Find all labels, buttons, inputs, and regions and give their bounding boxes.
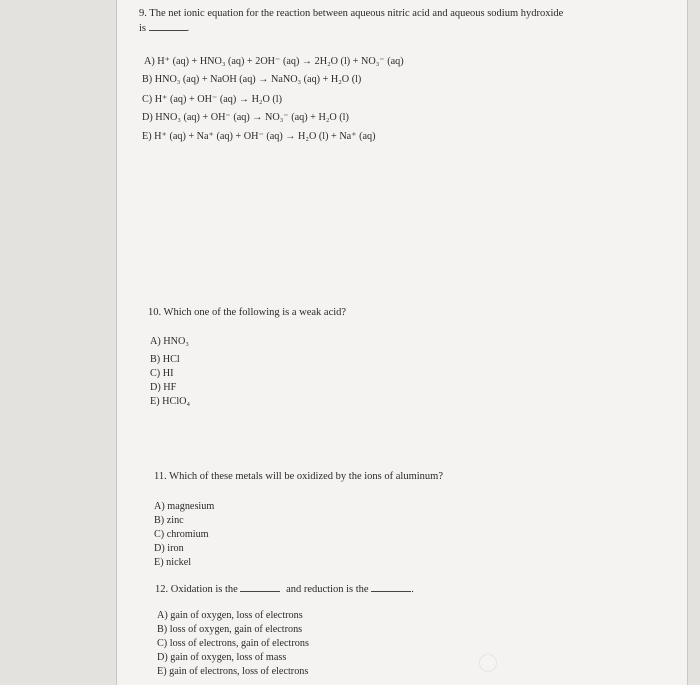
question-9-option-a: A) H⁺ (aq) + HNO₃ (aq) + 2OH⁻ (aq) → 2H₂O (l) + NO₃⁻ (aq) — [144, 56, 404, 67]
question-11-stem: 11. Which of these metals will be oxidized by the ions of aluminum? — [154, 471, 443, 482]
question-12-option-e: E) gain of electrons, loss of electrons — [157, 666, 309, 677]
document-page — [116, 0, 688, 685]
question-11-option-c: C) chromium — [154, 529, 209, 540]
question-12-stem-end: . — [411, 584, 414, 595]
question-9-stem-is: is — [139, 23, 147, 34]
question-9-option-e: E) H⁺ (aq) + Na⁺ (aq) + OH⁻ (aq) → H₂O (l) + Na⁺ (aq) — [142, 131, 376, 142]
question-10-option-b: B) HCl — [150, 354, 180, 365]
question-10-option-c: C) HI — [150, 368, 174, 379]
question-12-option-c: C) loss of electrons, gain of electrons — [157, 638, 309, 649]
question-10-option-a: A) HNO₃ — [150, 336, 189, 347]
question-12-stem-part2: and reduction is the — [286, 584, 369, 595]
question-12-option-b: B) loss of oxygen, gain of electrons — [157, 624, 303, 635]
question-12-stem — [155, 582, 414, 597]
question-11-option-a: A) magnesium — [154, 501, 215, 512]
question-9-option-c: C) H⁺ (aq) + OH⁻ (aq) → H₂O (l) — [142, 94, 283, 105]
question-10-option-e: E) HClO₄ — [150, 396, 191, 407]
answer-blank-oxidation — [240, 582, 280, 592]
question-10-stem: 10. Which one of the following is a weak acid? — [148, 307, 347, 318]
circle-mark — [479, 654, 497, 672]
question-9-stem — [139, 7, 679, 36]
question-9-option-d: D) HNO₃ (aq) + OH⁻ (aq) → NO₃⁻ (aq) + H₂O (l) — [142, 112, 349, 123]
question-12-stem-part1: 12. Oxidation is the — [155, 584, 238, 595]
question-9-option-b: B) HNO₃ (aq) + NaOH (aq) → NaNO₃ (aq) + H₂O (l) — [142, 74, 362, 85]
question-12-option-d: D) gain of oxygen, loss of mass — [157, 652, 287, 663]
answer-blank-reduction — [371, 582, 411, 592]
question-10-option-d: D) HF — [150, 382, 177, 393]
question-11-option-d: D) iron — [154, 543, 184, 554]
question-11-option-e: E) nickel — [154, 557, 192, 568]
answer-blank — [149, 21, 187, 31]
question-12-option-a: A) gain of oxygen, loss of electrons — [157, 610, 303, 621]
question-9-stem-end: . — [186, 23, 190, 34]
question-9-stem-line2 — [139, 21, 679, 36]
question-11-option-b: B) zinc — [154, 515, 184, 526]
question-9-stem-line1: 9. The net ionic equation for the reaction between aqueous nitric acid and aqueous sodium hydroxide — [139, 8, 564, 19]
